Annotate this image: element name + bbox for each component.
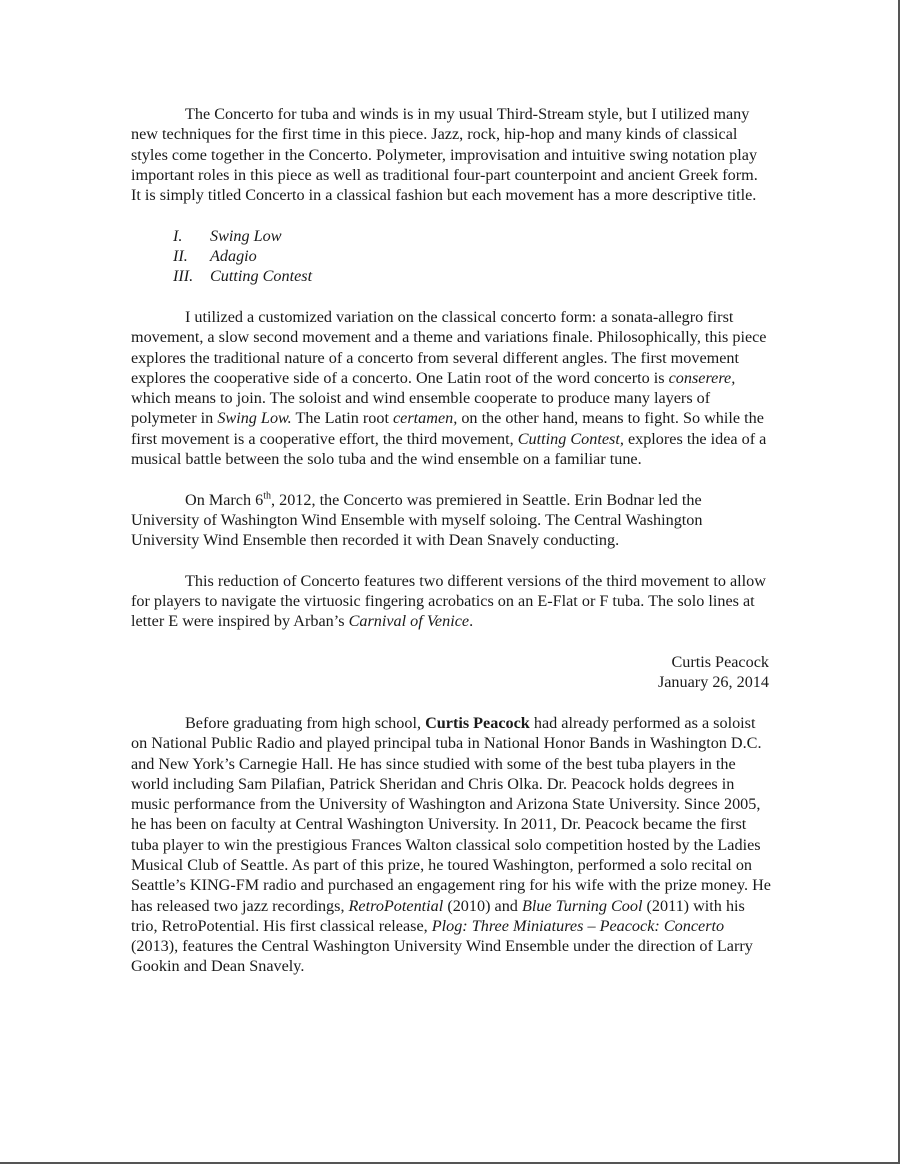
spacer [131,287,771,307]
album-plog: Plog: Three Miniatures – Peacock: Concerto [431,916,725,935]
text-run: had already performed as a soloist on National Public Radio and played principal tuba in National Honor Bands in Washington D.C. and New York’s Carnegie Hall. He has since studied with some of the best tuba players in the world including Sam Pilafian, Patrick Sheridan and Chris Olka. Dr. Peacock holds degrees in music performance from the University of Washington and Arizona State University. Since 2005, he has been on faculty at Central Washington University. In 2011, Dr. Peacock became the first tuba player to win the prestigious Frances Walton classical solo competition hosted by the Ladies Musical Club of Seattle. As part of this prize, he toured Washington, performed a solo recital on Seattle’s KING-FM radio and purchased an engagement ring for his wife with the prize money. He has released two jazz recordings, [131,713,771,915]
form-paragraph [131,307,771,469]
text-run: I utilized a customized variation on the classical concerto form: a sonata-allegro first movement, a slow second movement and a theme and variations finale. Philosophically, this piece explores the traditional nature of a concerto from several different angles. The first movement explores the cooperative side of a concerto. One Latin root of the word concerto is [131,307,767,387]
premiere-paragraph [131,490,771,551]
movement-title: Adagio [210,247,257,266]
document-body [131,104,771,977]
ordinal-suffix: th [263,490,271,502]
movement-title: Cutting Contest [210,267,313,286]
text-run: explores the idea of a musical battle between the solo tuba and the wind ensemble on a familiar tune. [131,429,767,469]
text-run: on the other hand, means to fight. So while the first movement is a cooperative effort, the third movement, [131,409,764,448]
text-run: This reduction of Concerto features two different versions of the third movement to allow for players to navigate the virtuosic fingering acrobatics on an E-Flat or F tuba. The solo lines at letter E were inspired by Arban’s [131,571,766,631]
movement-numeral: III. [173,267,194,286]
movement-item [173,266,771,286]
text-run: The Latin root [291,409,393,428]
movement-item [173,226,771,246]
bio-paragraph [131,713,771,977]
title-carnival-of-venice: Carnival of Venice [348,612,470,631]
text-run: (2010) and [443,896,522,915]
intro-paragraph: The Concerto for tuba and winds is in my usual Third-Stream style, but I utilized many new techniques for the first time in this piece. Jazz, rock, hip-hop and many kinds of classical styles come together in the Concerto. Polymeter, improvisation and intuitive swing notation play important roles in this piece as well as traditional four-part counterpoint and ancient Greek form. It is simply titled Concerto in a classical fashion but each movement has a more descriptive title. [131,105,758,205]
reduction-paragraph [131,571,771,632]
spacer [131,632,771,652]
title-cutting-contest: Cutting Contest, [517,429,624,448]
latin-word-conserere: conserere, [668,368,736,387]
text-run: (2013), features the Central Washington University Wind Ensemble under the direction of Larry Gookin and Dean Snavely. [131,937,753,976]
signature-date: January 26, 2014 [657,673,769,692]
album-retropotential: RetroPotential [348,896,444,915]
spacer [131,693,771,713]
title-swing-low: Swing Low. [217,409,292,428]
spacer [131,469,771,489]
signature-name: Curtis Peacock [671,653,769,672]
latin-word-certamen: certamen, [393,409,458,428]
text-run: which means to join. The soloist and wind ensemble cooperate to produce many layers of polymeter in [131,389,711,428]
text-run: , 2012, the Concerto was premiered in Seattle. Erin Bodnar led the University of Washington Wind Ensemble with myself soloing. The Central Washington University Wind Ensemble then recorded it with Dean Snavely conducting. [131,490,703,550]
text-run: . [469,612,474,631]
movement-numeral: I. [173,226,183,245]
spacer [131,205,771,225]
movement-list [131,226,771,287]
bio-name: Curtis Peacock [425,713,530,732]
movement-item [173,246,771,266]
movement-title: Swing Low [210,226,282,245]
text-run: On March 6 [185,490,264,509]
movement-numeral: II. [173,247,188,266]
text-run: Before graduating from high school, [185,713,426,732]
album-blue-turning-cool: Blue Turning Cool [521,896,643,915]
spacer [131,551,771,571]
text-run: (2011) with his trio, RetroPotential. His first classical release, [131,896,745,935]
